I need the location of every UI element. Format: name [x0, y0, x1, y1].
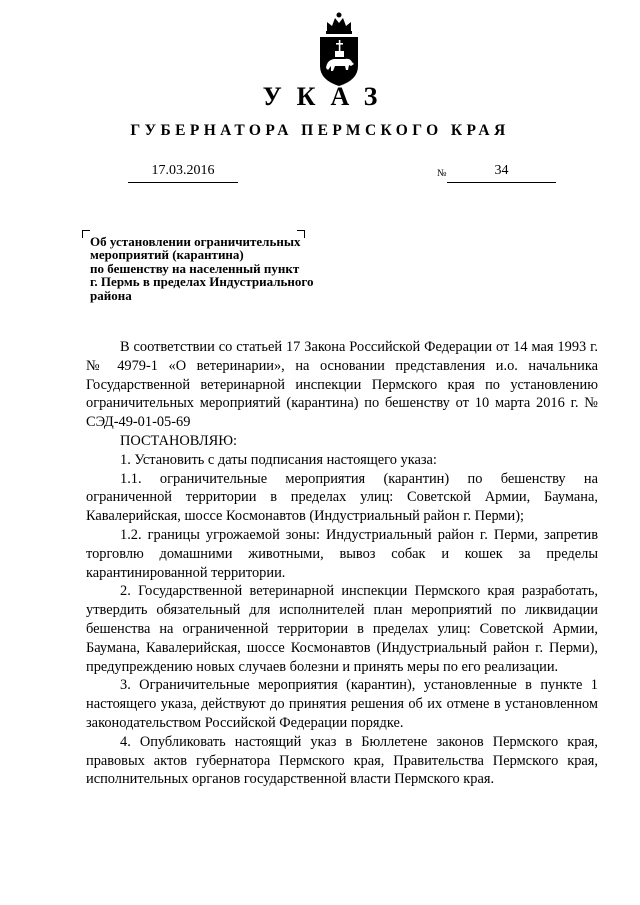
decree-body	[86, 338, 598, 789]
decree-item: 4. Опубликовать настоящий указ в Бюллетене законов Пермского края, правовых актов губернатора Пермского края, Правительства Пермского края, исполнительных органов государственной власти Пермского края.	[86, 733, 598, 788]
subject-corner-left	[82, 230, 90, 238]
perm-krai-coat-of-arms-icon	[313, 10, 365, 90]
decree-item: 2. Государственной ветеринарной инспекции Пермского края разработать, утвердить обязательный для исполнителей план мероприятий по ликвидации бешенства на ограниченной территории в пределах улиц: Советской Армии, Баумана, Кавалерийская, шоссе Космонавтов (Индустриальный район г. Перми), предупреждению новых случаев болезни и принять меры по его реализации.	[86, 583, 598, 675]
decree-date: 17.03.2016	[128, 162, 238, 183]
subject-line: г. Пермь в пределах Индустриального	[90, 274, 314, 290]
subject-line: мероприятий (карантина)	[90, 247, 244, 263]
decree-item: 1. Установить с даты подписания настоящего указа:	[120, 451, 437, 468]
number-label: №	[437, 168, 447, 179]
decree-number: 34	[447, 162, 556, 183]
subject-line: района	[90, 287, 132, 303]
decree-issuer: ГУБЕРНАТОРА ПЕРМСКОГО КРАЯ	[130, 122, 510, 139]
subject-line: Об установлении ограничительных	[90, 234, 301, 249]
subject-line: по бешенству на населенный пункт	[90, 260, 300, 276]
preamble-paragraph: В соответствии со статьей 17 Закона Российской Федерации от 14 мая 1993 г. № 4979-1 «О ветеринарии», на основании представления и.о. начальника Государственной ветеринарной инспекции Пермского края по установлению ограничительных мероприятий (карантина) по бешенству от 10 марта 2016 г. № СЭД-49-01-05-69	[86, 339, 598, 431]
resolve-word: ПОСТАНОВЛЯЮ:	[120, 432, 238, 449]
decree-subject	[90, 235, 390, 302]
decree-item: 1.1. ограничительные мероприятия (карантин) по бешенству на ограниченной территории в пределах улиц: Советской Армии, Баумана, Кавалерийская, шоссе Космонавтов (Индустриальный район г. Перми);	[86, 470, 598, 525]
decree-item: 1.2. границы угрожаемой зоны: Индустриальный район г. Перми, запретив торговлю домашними животными, вывоз собак и кошек за пределы карантинированной территории.	[86, 526, 598, 581]
decree-item: 3. Ограничительные мероприятия (карантин), установленные в пункте 1 настоящего указа, действуют до принятия решения об их отмене в установленном законодательством Российской Федерации порядке.	[86, 677, 598, 731]
decree-title: УКАЗ	[262, 82, 393, 111]
